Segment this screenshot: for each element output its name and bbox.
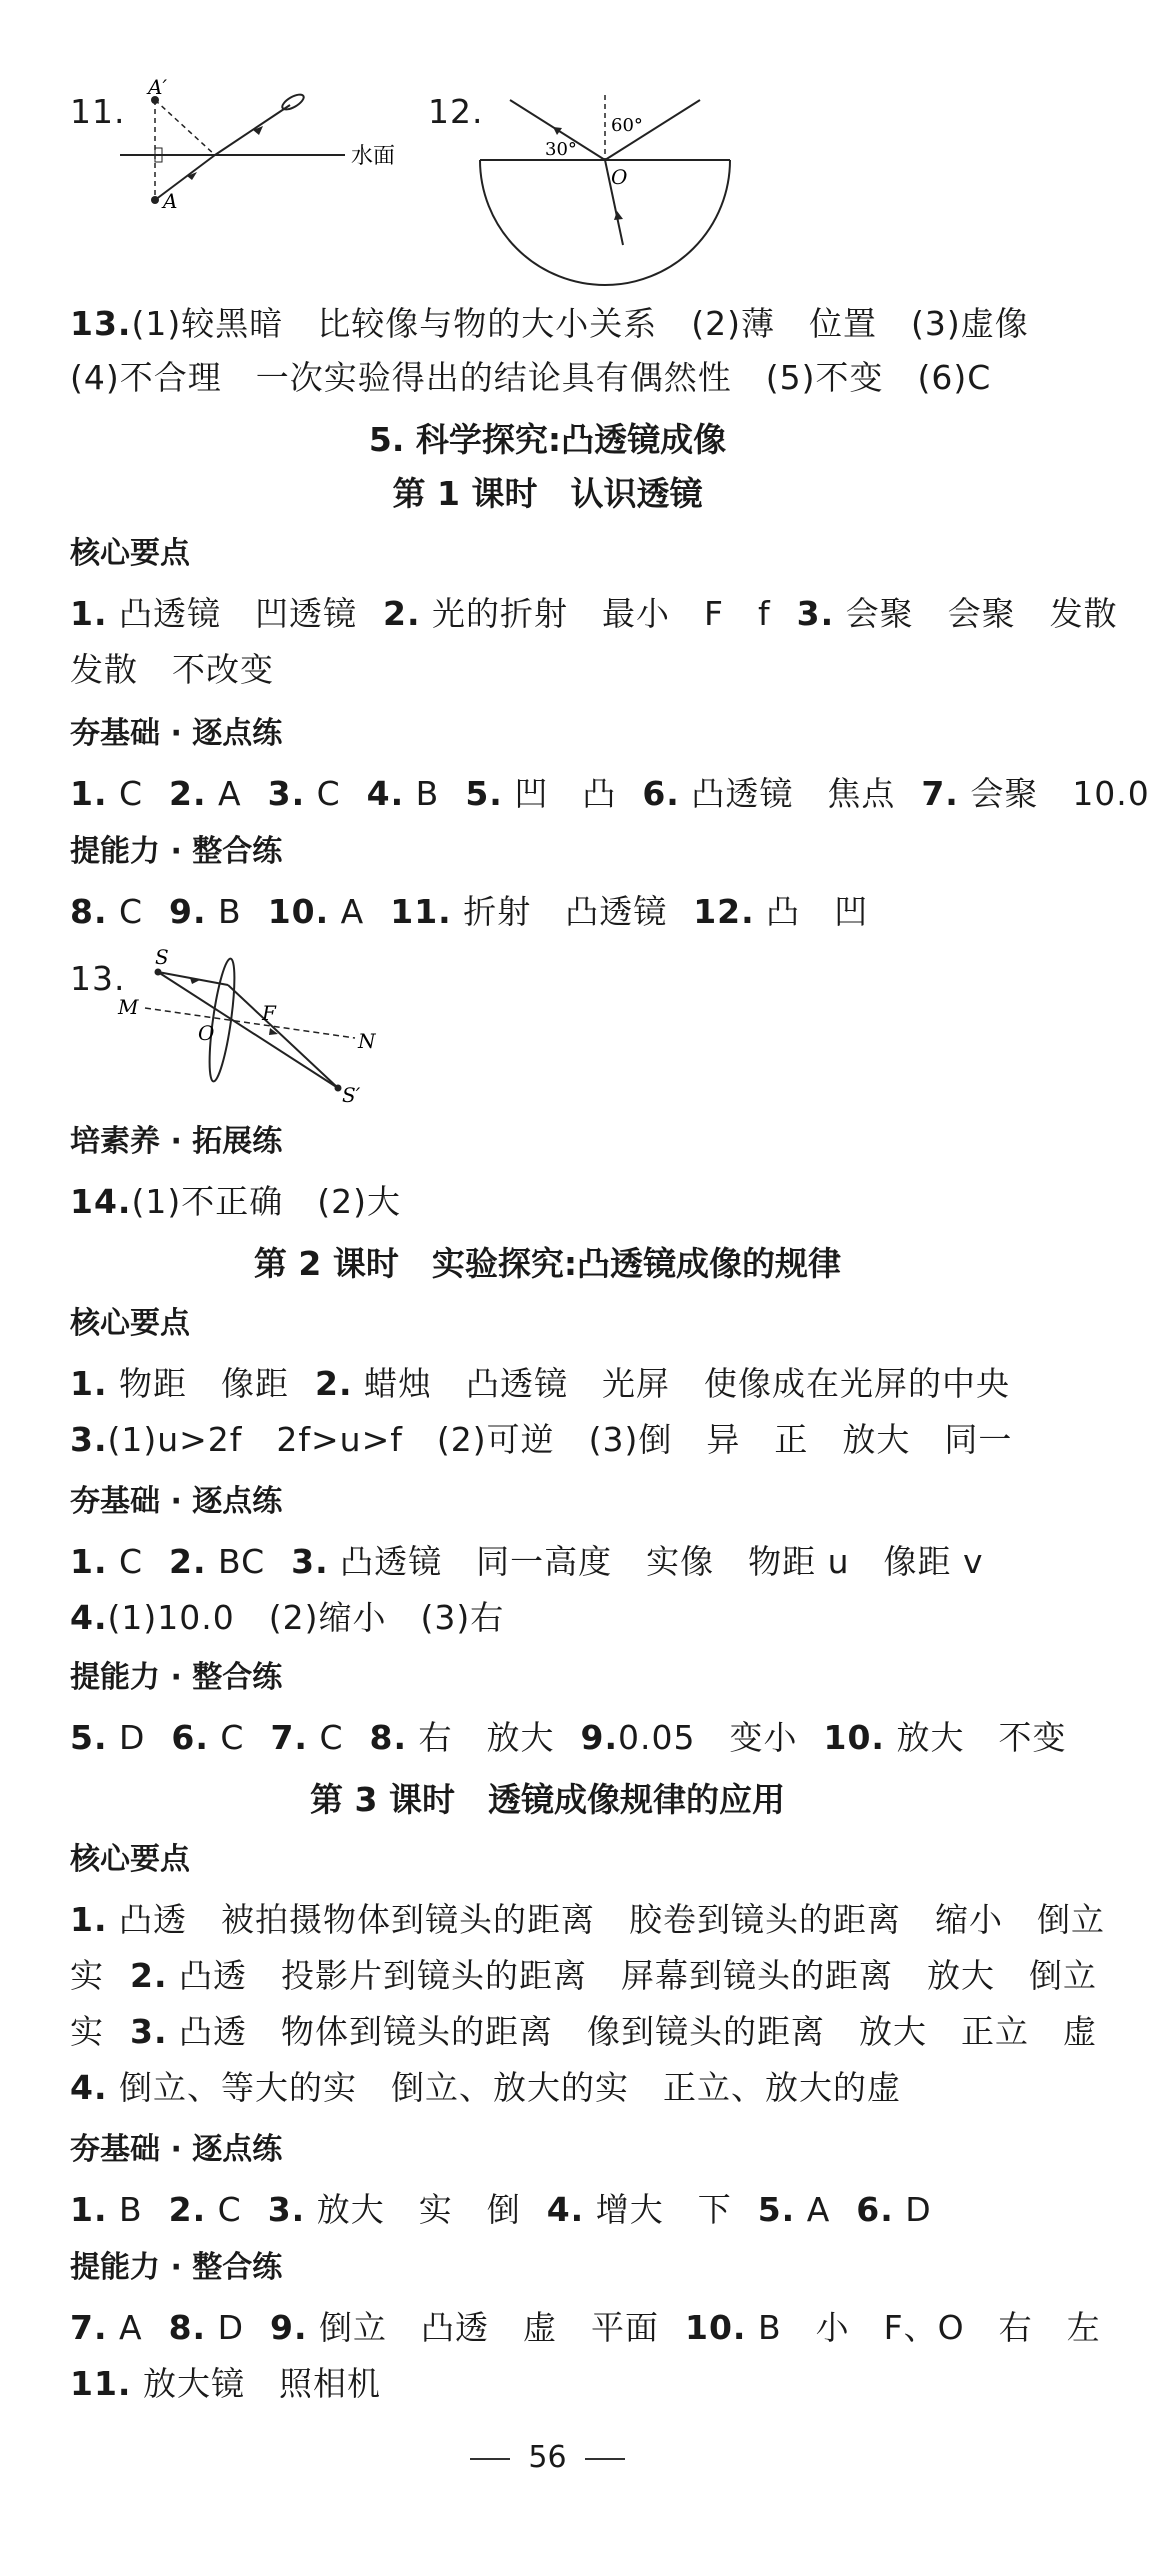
q12-refraction-diagram <box>465 85 745 295</box>
core-1-line1: 1. 凸透镜 凹透镜 2. 光的折射 最小 F f 3. 会聚 会聚 发散 <box>70 594 1118 633</box>
label-n: N <box>358 1029 376 1053</box>
basic-practice-heading-1: 夯基础 · 逐点练 <box>70 716 283 751</box>
ability-practice-heading-2: 提能力 · 整合练 <box>70 1660 283 1695</box>
label-water: 水面 <box>351 144 396 169</box>
page-number-dash-right <box>585 2458 625 2460</box>
label-a: A <box>163 189 178 213</box>
label-s-prime: S′ <box>342 1083 361 1107</box>
core-3-line1: 1. 凸透 被拍摄物体到镜头的距离 胶卷到镜头的距离 缩小 倒立 <box>70 1900 1105 1939</box>
core-3-line4: 4. 倒立、等大的实 倒立、放大的实 正立、放大的虚 <box>70 2068 901 2107</box>
label-30deg: 30° <box>545 139 577 160</box>
ability-3-line1: 7. A 8. D 9. 倒立 凸透 虚 平面 10. B 小 F、O 右 左 <box>70 2308 1101 2347</box>
q12-number: 12. <box>428 92 484 131</box>
q11-reflection-diagram <box>115 75 415 220</box>
basic-practice-heading-2: 夯基础 · 逐点练 <box>70 1484 283 1519</box>
core-3-line2: 实 2. 凸透 投影片到镜头的距离 屏幕到镜头的距离 放大 倒立 <box>70 1956 1097 1995</box>
lesson-2-title: 第 2 课时 实验探究:凸透镜成像的规律 <box>253 1244 842 1283</box>
label-m: M <box>118 995 139 1019</box>
label-o: O <box>611 165 628 189</box>
ability-1-answers: 8. C 9. B 10. A 11. 折射 凸透镜 12. 凸 凹 <box>70 892 869 931</box>
lesson-1-title: 第 1 课时 认识透镜 <box>392 474 703 513</box>
page-number: 56 <box>0 2440 1095 2475</box>
basic-1-answers: 1. C 2. A 3. C 4. B 5. 凹 凸 6. 凸透镜 焦点 7. 会聚 10.0 <box>70 774 1150 813</box>
answer-14: 14.(1)不正确 (2)大 <box>70 1182 401 1221</box>
ability-3-line2: 11. 放大镜 照相机 <box>70 2364 381 2403</box>
section-title-5: 5. 科学探究:凸透镜成像 <box>368 420 727 459</box>
page-number-dash-left <box>470 2458 510 2460</box>
label-f: F <box>262 1001 276 1025</box>
core-points-heading-3: 核心要点 <box>70 1842 190 1877</box>
answer-13-part2: (4)不合理 一次实验得出的结论具有偶然性 (5)不变 (6)C <box>70 358 992 397</box>
ability-practice-heading-3: 提能力 · 整合练 <box>70 2250 283 2285</box>
core-2-line1: 1. 物距 像距 2. 蜡烛 凸透镜 光屏 使像成在光屏的中央 <box>70 1364 1010 1403</box>
label-s: S <box>155 945 169 969</box>
core-points-heading-1: 核心要点 <box>70 536 190 571</box>
culture-practice-heading-1: 培素养 · 拓展练 <box>70 1124 283 1159</box>
core-3-line3: 实 3. 凸透 物体到镜头的距离 像到镜头的距离 放大 正立 虚 <box>70 2012 1097 2051</box>
q13-lens-diagram <box>110 945 390 1110</box>
label-a-prime: A′ <box>148 75 167 99</box>
answer-13-part1: 13.(1)较黑暗 比较像与物的大小关系 (2)薄 位置 (3)虚像 <box>70 304 1029 343</box>
basic-practice-heading-3: 夯基础 · 逐点练 <box>70 2132 283 2167</box>
label-60deg: 60° <box>611 115 643 136</box>
q11-number: 11. <box>70 92 126 131</box>
core-1-line2: 发散 不改变 <box>70 650 274 689</box>
label-o: O <box>198 1021 215 1045</box>
basic-2-line2: 4.(1)10.0 (2)缩小 (3)右 <box>70 1598 505 1637</box>
core-points-heading-2: 核心要点 <box>70 1306 190 1341</box>
basic-2-line1: 1. C 2. BC 3. 凸透镜 同一高度 实像 物距 u 像距 v <box>70 1542 984 1581</box>
ability-practice-heading-1: 提能力 · 整合练 <box>70 834 283 869</box>
lesson-3-title: 第 3 课时 透镜成像规律的应用 <box>310 1780 785 1819</box>
core-2-line2: 3.(1)u>2f 2f>u>f (2)可逆 (3)倒 异 正 放大 同一 <box>70 1420 1013 1459</box>
basic-3-answers: 1. B 2. C 3. 放大 实 倒 4. 增大 下 5. A 6. D <box>70 2190 932 2229</box>
q13-number: 13. <box>70 959 126 998</box>
ability-2-answers: 5. D 6. C 7. C 8. 右 放大 9.0.05 变小 10. 放大 不变 <box>70 1718 1067 1757</box>
